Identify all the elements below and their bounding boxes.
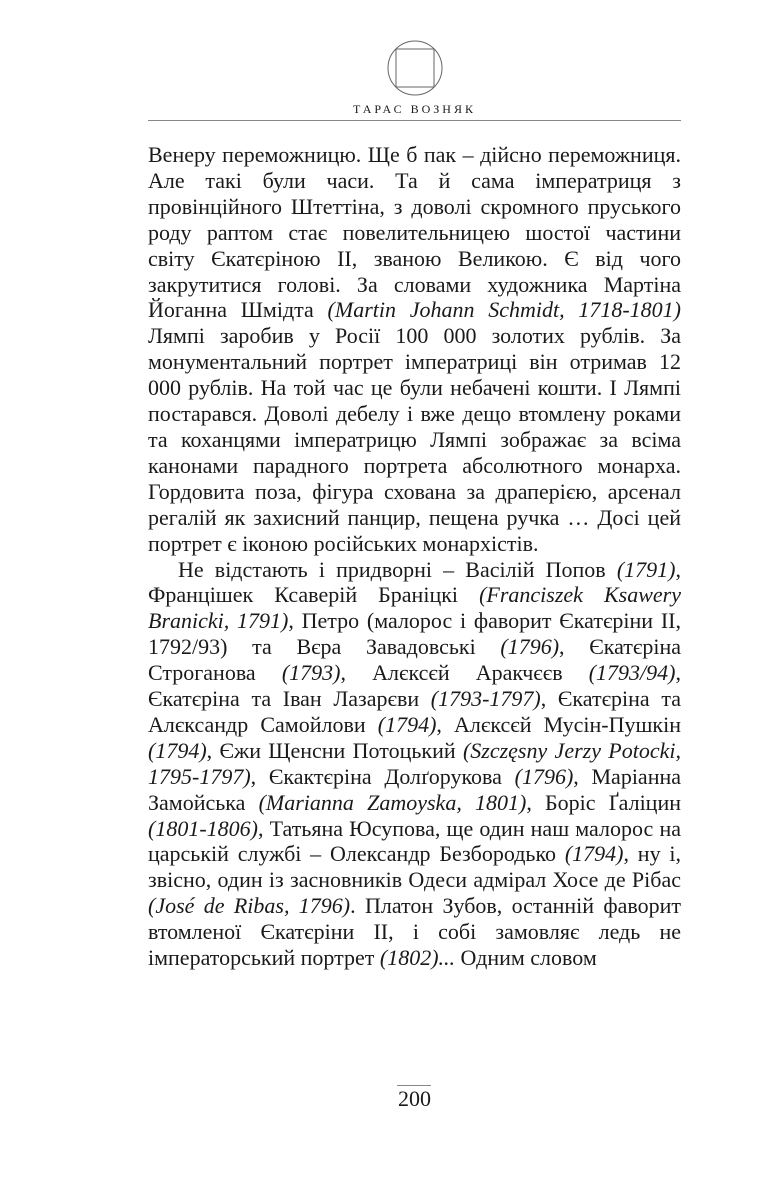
- italic-citation: (1793-1797): [430, 686, 541, 712]
- text-run: , Алєксєй Мусін-Пушкін: [436, 711, 681, 737]
- italic-citation: (Marianna Zamoyska, 1801): [258, 789, 527, 815]
- paragraph-1: [148, 142, 681, 557]
- italic-citation: (José de Ribas, 1796): [148, 893, 351, 919]
- italic-citation: (1801-1806): [148, 815, 258, 841]
- italic-citation: (1796): [514, 763, 574, 789]
- paragraph-2: [148, 557, 681, 972]
- text-run: , Єкатєріна та Іван Лазарєви: [148, 660, 681, 712]
- text-run: , Єкатєріна Строганова: [148, 634, 682, 686]
- header-divider: [148, 120, 681, 121]
- text-run: , Татьяна Юсупова, ще один наш малорос на царській службі – Олександр Безбородько: [148, 815, 681, 867]
- italic-citation: (1796): [500, 634, 560, 660]
- text-run: , Петро (малорос і фаворит Єкатєріни ІІ, 1792/93) та Вєра Завадовські: [148, 608, 681, 660]
- italic-citation: (1794): [377, 711, 437, 737]
- text-run: , Францішек Ксаверій Браніцкі: [148, 556, 681, 608]
- italic-citation: (Szczęsny Jerzy Potocki, 1795-1797): [148, 737, 681, 789]
- text-run: . Платон Зубов, останній фаворит втомленої Єкатєріни ІІ, і собі замовляє ледь не імператорський портрет: [148, 893, 681, 971]
- italic-citation: (1791): [616, 556, 676, 582]
- italic-citation: (1794): [148, 737, 207, 763]
- text-run: , Єкактєріна Долґорукова: [250, 763, 515, 789]
- text-run: , Маріанна Замойська: [148, 763, 682, 815]
- italic-citation: (Franciszek Ksawery Branicki, 1791): [148, 582, 681, 634]
- italic-citation: (1802)...: [379, 945, 456, 971]
- italic-citation: (1794): [564, 841, 624, 867]
- body-text: [148, 142, 681, 971]
- circle-square-logo-icon: [385, 38, 445, 98]
- text-run: , Єкатєріна та Алєксандр Самойлови: [148, 686, 681, 737]
- page-number: 200: [398, 1086, 431, 1111]
- text-run: , Боріс Ґаліцин: [526, 789, 681, 815]
- text-run: Лямпі заробив у Росії 100 000 золотих рублів. За монументальний портрет імператриці він отримав 12 000 рублів. На той час це були небачені кошти. І Лямпі постарався. Доволі дебелу і вже дещо втомлену роками та коханцями імператрицю Лямпі зображає за всіма канонами парадного портрета абсолютного монарха. Гордовита поза, фігура схована за драперією, арсенал регалій як захисний панцир, пещена ручка … Досі цей портрет є іконою російських монархістів.: [148, 323, 681, 556]
- text-run: , ну і, звісно, один із засновників Одеси адмірал Хосе де Рібас: [148, 841, 681, 893]
- text-run: Одним словом: [455, 945, 597, 971]
- italic-citation: (Martin Johann Schmidt, 1718-1801): [327, 297, 682, 323]
- text-run: , Алєксєй Аракчєєв: [340, 660, 589, 686]
- text-run: Не відстають і придворні – Васілій Попов: [178, 556, 617, 582]
- italic-citation: (1793): [281, 660, 341, 686]
- text-run: , Єжи Щенсни Потоцький: [206, 737, 463, 763]
- text-run: Венеру переможницю. Ще б пак – дійсно переможниця. Але такі були часи. Та й сама імператриця з провінційного Штеттіна, з доволі скромного пруського роду раптом стає повелительницею шостої частини світу Єкатєріною ІІ, званою Великою. Є від чого закрутитися голові. За словами художника Мартіна Йоганна Шмідта: [148, 142, 681, 323]
- italic-citation: (1793/94): [588, 660, 676, 686]
- running-head-title: ТАРАС ВОЗНЯК: [353, 102, 476, 116]
